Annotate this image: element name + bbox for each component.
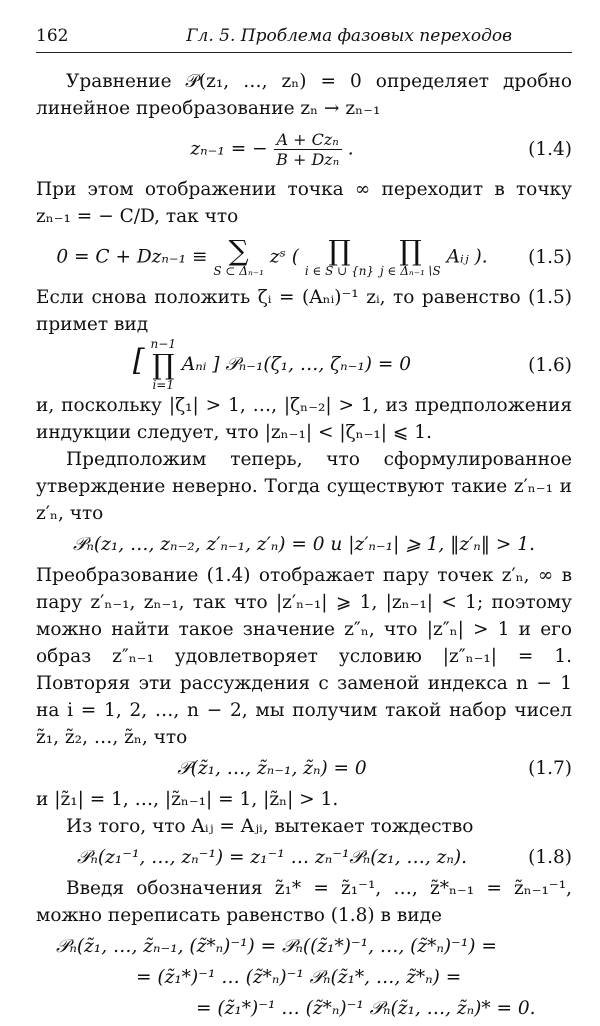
- product-subscript: j ∈ Δₙ₋₁∖S: [379, 263, 441, 278]
- product-symbol: n−1 ∏ i=1: [150, 337, 176, 392]
- eq-rest: Aₙᵢ ] 𝒫ₙ₋₁(ζ₁, …, ζₙ₋₁) = 0: [181, 354, 412, 375]
- paragraph-3: Если снова положить ζᵢ = (Aₙᵢ)⁻¹ zᵢ, то равенство (1.5) примет вид: [36, 287, 572, 335]
- equation-label: (1.5): [528, 246, 572, 268]
- equation-final-line-3: [36, 995, 572, 1022]
- equation-body: 𝒫ₙ(z₁⁻¹, …, zₙ⁻¹) = z₁⁻¹ … zₙ⁻¹𝒫ₙ(z₁, …, zₙ).: [77, 847, 467, 868]
- eq-tail: .: [347, 138, 354, 159]
- product-superscript: n−1: [150, 337, 176, 351]
- equation-label: (1.4): [528, 138, 572, 160]
- equation-final-line-2: [36, 964, 572, 991]
- fraction: [274, 130, 342, 169]
- product-symbol: ∏ j ∈ Δₙ₋₁∖S: [379, 233, 441, 278]
- page-body: [36, 68, 572, 1026]
- product-subscript: i=1: [152, 378, 174, 392]
- paragraph-4: и, поскольку |ζ₁| > 1, …, |ζₙ₋₂| > 1, из предположения индукции следует, что |zₙ₋₁| < |ζₙ₋₁| ⩽ 1.: [36, 395, 572, 443]
- equation-body: 𝒫(z̃₁, …, z̃ₙ₋₁, z̃ₙ) = 0: [177, 758, 367, 779]
- equation-body: 𝒫ₙ(z₁, …, zₙ₋₂, z′ₙ₋₁, z′ₙ) = 0 и |z′ₙ₋₁| ⩾ 1, ‖z′ₙ‖ > 1.: [73, 534, 535, 555]
- eq-lhs: 0 = C + Dzₙ₋₁ ≡: [56, 246, 214, 267]
- equation-body: = (z̃₁*)⁻¹ … (z̃*ₙ)⁻¹ 𝒫ₙ(z̃₁, …, z̃ₙ)* = 0.: [196, 998, 536, 1019]
- product-symbol: ∏ i ∈ S ∪ {n}: [304, 233, 375, 278]
- equation-label: (1.7): [528, 758, 572, 779]
- equation-body: [36, 233, 508, 278]
- equation-body: [36, 130, 508, 169]
- eq-tail: Aᵢⱼ ).: [446, 246, 488, 267]
- left-bracket: [: [132, 343, 145, 378]
- product-subscript: i ∈ S ∪ {n}: [304, 263, 375, 278]
- equation-1-5: [36, 234, 572, 280]
- paragraph-5: Предположим теперь, что сформулированное утверждение неверно. Тогда существуют такие z′ₙ₋₁ и z′ₙ, что: [36, 449, 572, 524]
- page-header: [36, 26, 572, 53]
- paragraph-7: и |z̃₁| = 1, …, |z̃ₙ₋₁| = 1, |z̃ₙ| > 1.: [36, 789, 339, 810]
- running-title: Гл. 5. Проблема фазовых переходов: [186, 26, 512, 46]
- sum-subscript: S ⊂ Δₙ₋₁: [213, 263, 264, 278]
- paragraph-8: Из того, что Aᵢⱼ = Aⱼᵢ, вытекает тождество: [66, 816, 474, 837]
- equation-body: 𝒫ₙ(z̃₁, …, z̃ₙ₋₁, (z̃*ₙ)⁻¹) = 𝒫ₙ((z̃₁*)⁻¹, …, (z̃*ₙ)⁻¹) =: [56, 936, 497, 957]
- paragraph-6: Преобразование (1.4) отображает пару точек z′ₙ, ∞ в пару z′ₙ₋₁, zₙ₋₁, так что |z′ₙ₋₁| ⩾ 1, |zₙ₋₁| < 1; поэтому можно найти такое значение z″ₙ, что |z″ₙ| > 1 и его образ z″ₙ₋₁ удовлетворяет условию |z″ₙ₋₁| = 1. Повторяя эти рассуждения с заменой индекса n − 1 на i = 1, 2, …, n − 2, мы получим такой набор чисел z̃₁, z̃₂, …, z̃ₙ, что: [36, 565, 572, 748]
- equation-body: [36, 338, 508, 392]
- fraction-denominator: B + Dzₙ: [276, 149, 340, 169]
- eq-zs: zˢ (: [269, 246, 299, 267]
- equation-label: (1.8): [528, 847, 572, 868]
- equation-label: (1.6): [528, 354, 572, 376]
- equation-condition: [36, 531, 572, 558]
- paragraph-1: Уравнение 𝒫(z₁, …, zₙ) = 0 определяет дробно линейное преобразование zₙ → zₙ₋₁: [36, 71, 572, 119]
- eq-lhs: zₙ₋₁ = −: [190, 138, 268, 159]
- equation-body: = (z̃₁*)⁻¹ … (z̃*ₙ)⁻¹ 𝒫ₙ(z̃₁*, …, z̃*ₙ) =: [136, 967, 462, 988]
- paragraph-9: Введя обозначения z̃₁* = z̃₁⁻¹, …, z̃*ₙ₋₁ = z̃ₙ₋₁⁻¹, можно переписать равенство (1.8) в виде: [36, 878, 572, 926]
- equation-final-line-1: [36, 933, 572, 960]
- equation-1-4: [36, 126, 572, 172]
- equation-1-6: [36, 337, 572, 392]
- paragraph-2: При этом отображении точка ∞ переходит в точку zₙ₋₁ = − C/D, так что: [36, 179, 572, 227]
- equation-1-7: [36, 755, 572, 782]
- page-number: 162: [36, 26, 69, 46]
- equation-1-8: [36, 844, 572, 871]
- fraction-numerator: A + Czₙ: [274, 130, 342, 150]
- sum-symbol: ∑ S ⊂ Δₙ₋₁: [213, 233, 264, 278]
